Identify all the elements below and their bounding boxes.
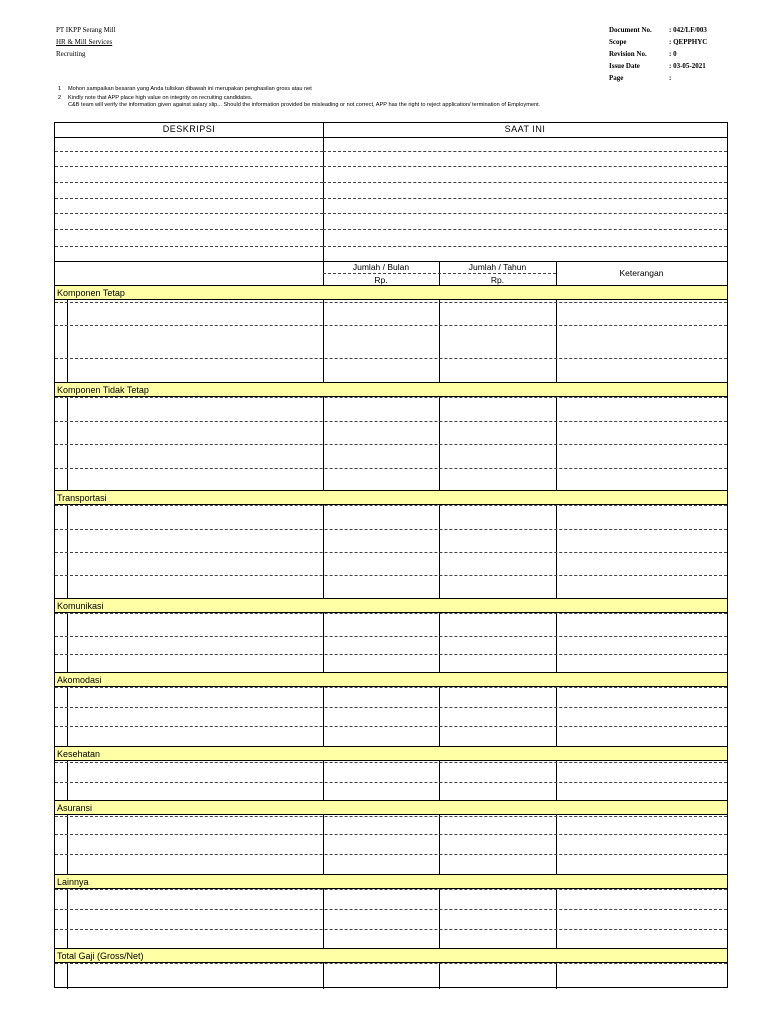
section-header-7 (55, 800, 727, 815)
column-header-keterangan: Keterangan (619, 268, 664, 278)
document-info (609, 24, 707, 84)
doc-field-row (609, 60, 707, 72)
column-header-tahun: Jumlah / Tahun (468, 262, 527, 272)
dashed-row-line (55, 505, 727, 506)
indent-divider (67, 889, 68, 948)
dashed-row-line (55, 782, 727, 783)
column-divider (439, 815, 440, 874)
dashed-row-line (55, 636, 727, 637)
note-text: Kindly note that APP place high value on integrity on recruiting candidates. C&B team will verify the information given against salary slip... Should the information provided be misleading or not correct, APP has the right to reject application/ termination of Employment. (68, 95, 541, 108)
doc-field-label: Issue Date (609, 62, 640, 70)
dashed-row-line (55, 444, 727, 445)
column-header-deskripsi: DESKRIPSI (162, 124, 216, 134)
column-divider (439, 300, 440, 382)
doc-field-value: : (669, 74, 672, 82)
column-divider (323, 123, 324, 263)
department-name: HR & Mill Services (56, 38, 113, 46)
section-label: Lainnya (57, 877, 89, 887)
doc-field-row (609, 36, 707, 48)
doc-field-label: Page (609, 74, 624, 82)
column-divider (323, 613, 324, 672)
doc-field-label: Scope (609, 38, 627, 46)
dashed-row-line (323, 166, 727, 167)
doc-field-row (609, 48, 707, 60)
dashed-row-line (55, 302, 727, 303)
dashed-row-line (55, 854, 727, 855)
column-divider (556, 815, 557, 874)
salary-table (54, 122, 728, 988)
doc-field-value: : 03-05-2021 (669, 62, 706, 70)
note-text: Mohon sampaikan besaran yang Anda tuliskan dibawah ini merupakan penghasilan gross atau net (68, 86, 312, 92)
section-label: Transportasi (57, 493, 107, 503)
row-divider (55, 261, 727, 262)
row-divider (55, 137, 727, 138)
dashed-row-line (55, 762, 727, 763)
company-name: PT IKPP Serang Mill (56, 26, 116, 34)
dashed-row-line (55, 325, 727, 326)
dashed-row-line (55, 246, 323, 247)
section-label: Komunikasi (57, 601, 104, 611)
column-divider (323, 761, 324, 800)
section-header-9 (55, 948, 727, 963)
section-label: Akomodasi (57, 675, 102, 685)
dashed-row-line (55, 707, 727, 708)
note-item (56, 95, 736, 109)
dashed-row-line (55, 889, 727, 890)
indent-divider (67, 613, 68, 672)
column-divider (556, 889, 557, 948)
column-divider (439, 613, 440, 672)
column-divider (439, 687, 440, 746)
section-header-1 (55, 285, 727, 300)
column-header-bulan: Jumlah / Bulan (352, 262, 410, 272)
section-header-5 (55, 672, 727, 687)
section-label: Kesehatan (57, 749, 101, 759)
section-header-3 (55, 490, 727, 505)
dashed-row-line (55, 834, 727, 835)
currency-label-bulan: Rp. (374, 275, 388, 285)
dashed-row-line (55, 198, 323, 199)
indent-divider (67, 687, 68, 746)
dashed-row-line (55, 687, 727, 688)
company-header (56, 24, 116, 60)
dashed-row-line (55, 613, 727, 614)
doc-field-label: Document No. (609, 26, 652, 34)
column-divider (323, 889, 324, 948)
dashed-row-line (55, 816, 727, 817)
note-item (56, 86, 736, 93)
column-divider (556, 761, 557, 800)
note-number: 2 (58, 95, 62, 101)
doc-field-value: : QEPPHYC (669, 38, 708, 46)
column-divider (439, 889, 440, 948)
dashed-row-line (323, 229, 727, 230)
instruction-notes (56, 86, 736, 111)
section-label: Total Gaji (Gross/Net) (57, 951, 144, 961)
dashed-row-line (55, 529, 727, 530)
section-label: Komponen Tetap (57, 288, 125, 298)
doc-field-row (609, 24, 707, 36)
dashed-row-line (323, 246, 727, 247)
indent-divider (67, 761, 68, 800)
column-header-saat-ini: SAAT INI (504, 124, 546, 134)
column-divider (439, 963, 440, 989)
section-name: Recruiting (56, 50, 86, 58)
dashed-row-line (55, 575, 727, 576)
column-divider (556, 613, 557, 672)
column-divider (323, 963, 324, 989)
dashed-row-line (55, 909, 727, 910)
dashed-row-line (55, 421, 727, 422)
dashed-row-line (55, 229, 323, 230)
dashed-row-line (55, 358, 727, 359)
indent-divider (67, 815, 68, 874)
dashed-row-line (323, 273, 556, 274)
dashed-row-line (55, 929, 727, 930)
column-divider (323, 815, 324, 874)
dashed-row-line (55, 552, 727, 553)
doc-field-label: Revision No. (609, 50, 647, 58)
column-divider (439, 761, 440, 800)
section-header-6 (55, 746, 727, 761)
doc-field-value: : 0 (669, 50, 677, 58)
indent-divider (67, 300, 68, 382)
currency-label-tahun: Rp. (490, 275, 505, 285)
column-divider (556, 261, 557, 285)
section-header-4 (55, 598, 727, 613)
column-divider (556, 687, 557, 746)
dashed-row-line (55, 182, 323, 183)
column-divider (323, 687, 324, 746)
column-divider (556, 963, 557, 989)
dashed-row-line (55, 213, 323, 214)
dashed-row-line (323, 198, 727, 199)
dashed-row-line (55, 726, 727, 727)
dashed-row-line (323, 213, 727, 214)
column-divider (323, 300, 324, 382)
section-label: Komponen Tidak Tetap (57, 385, 149, 395)
section-label: Asuransi (57, 803, 93, 813)
dashed-row-line (55, 963, 727, 964)
note-number: 1 (58, 86, 62, 92)
dashed-row-line (55, 468, 727, 469)
dashed-row-line (323, 151, 727, 152)
dashed-row-line (323, 182, 727, 183)
section-header-2 (55, 382, 727, 397)
dashed-row-line (55, 166, 323, 167)
dashed-row-line (55, 654, 727, 655)
doc-field-row (609, 72, 707, 84)
dashed-row-line (55, 397, 727, 398)
column-divider (556, 300, 557, 382)
indent-divider (67, 963, 68, 989)
dashed-row-line (55, 151, 323, 152)
doc-field-value: : 042/LF/003 (669, 26, 707, 34)
section-header-8 (55, 874, 727, 889)
